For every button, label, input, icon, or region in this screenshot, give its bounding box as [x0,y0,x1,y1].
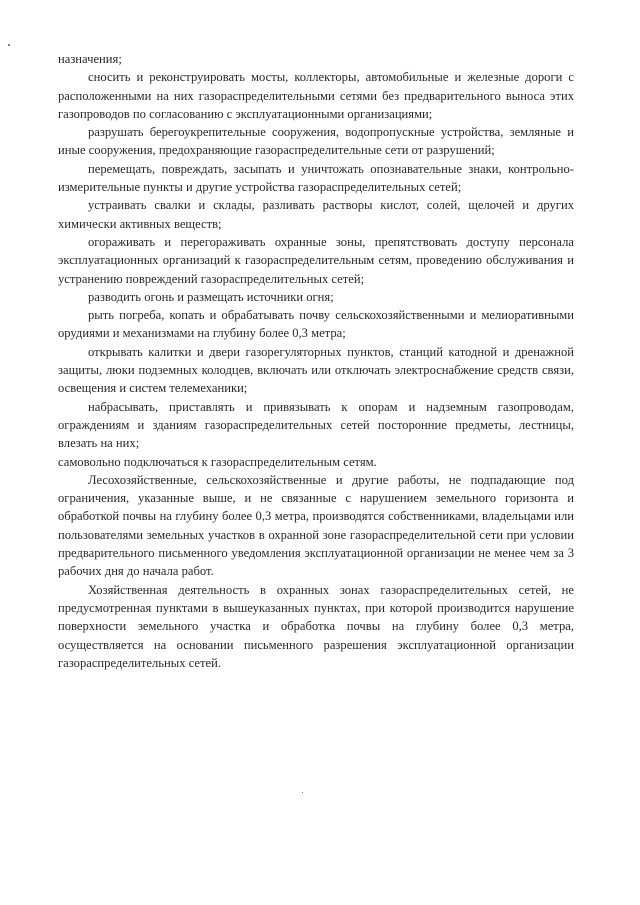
paragraph: назначения; [58,52,122,66]
paragraph: сносить и реконструировать мосты, коллекторы, автомобильные и железные дороги с расположенными на них газораспределительными сетями без предварительного выноса этих газопроводов по согласованию с эксплуатационными организациями; [58,70,574,121]
paragraph: открывать калитки и двери газорегуляторных пунктов, станций катодной и дренажной защиты, люки подземных колодцев, включать или отключать электроснабжение средств связи, освещения и систем телемеханики; [58,344,574,396]
paragraph: самовольно подключаться к газораспределительным сетям. [58,454,377,469]
paragraph: устраивать свалки и склады, разливать растворы кислот, солей, щелочей и других химически активных веществ; [58,198,574,231]
paragraph: Лесохозяйственные, сельскохозяйственные и другие работы, не подпадающие под ограничения, указанные выше, и не связанные с нарушением земельного горизонта и обработкой почвы на глубину более 0,3 метра, производятся собственниками, владельцами или пользователями земельных участков в охранной зоне газораспределительной сети при условии предварительного письменного уведомления эксплуатационной организации не менее чем за 3 рабочих дня до начала работ. [58,472,574,579]
scan-speck [8,44,10,46]
document-body [58,50,574,672]
paragraph: рыть погреба, копать и обрабатывать почву сельскохозяйственными и мелиоративными орудиями и механизмами на глубину более 0,3 метра; [58,308,574,341]
paragraph: перемещать, повреждать, засыпать и уничтожать опознавательные знаки, контрольно-измерительные пункты и другие устройства газораспределительных сетей; [58,161,574,195]
paragraph: Хозяйственная деятельность в охранных зонах газораспределительных сетей, не предусмотренная пунктами в вышеуказанных пунктах, при которой производится нарушение поверхности земельного участка и обработка почвы на глубину более 0,3 метра, осуществляется на основании письменного разрешения эксплуатационной организации газораспределительных сетей. [58,582,574,670]
scan-speck [302,792,303,793]
paragraph: огораживать и перегораживать охранные зоны, препятствовать доступу персонала эксплуатационных организаций к газораспределительным сетям, проведению обслуживания и устранению повреждений газораспределительных сетей; [58,234,574,286]
paragraph: разводить огонь и размещать источники огня; [88,289,334,304]
paragraph: набрасывать, приставлять и привязывать к опорам и надземным газопроводам, ограждениям и зданиям газораспределительных сетей посторонние предметы, лестницы, влезать на них; [58,399,574,451]
paragraph: разрушать берегоукрепительные сооружения, водопропускные устройства, земляные и иные сооружения, предохраняющие газораспределительные сети от разрушений; [58,125,574,158]
